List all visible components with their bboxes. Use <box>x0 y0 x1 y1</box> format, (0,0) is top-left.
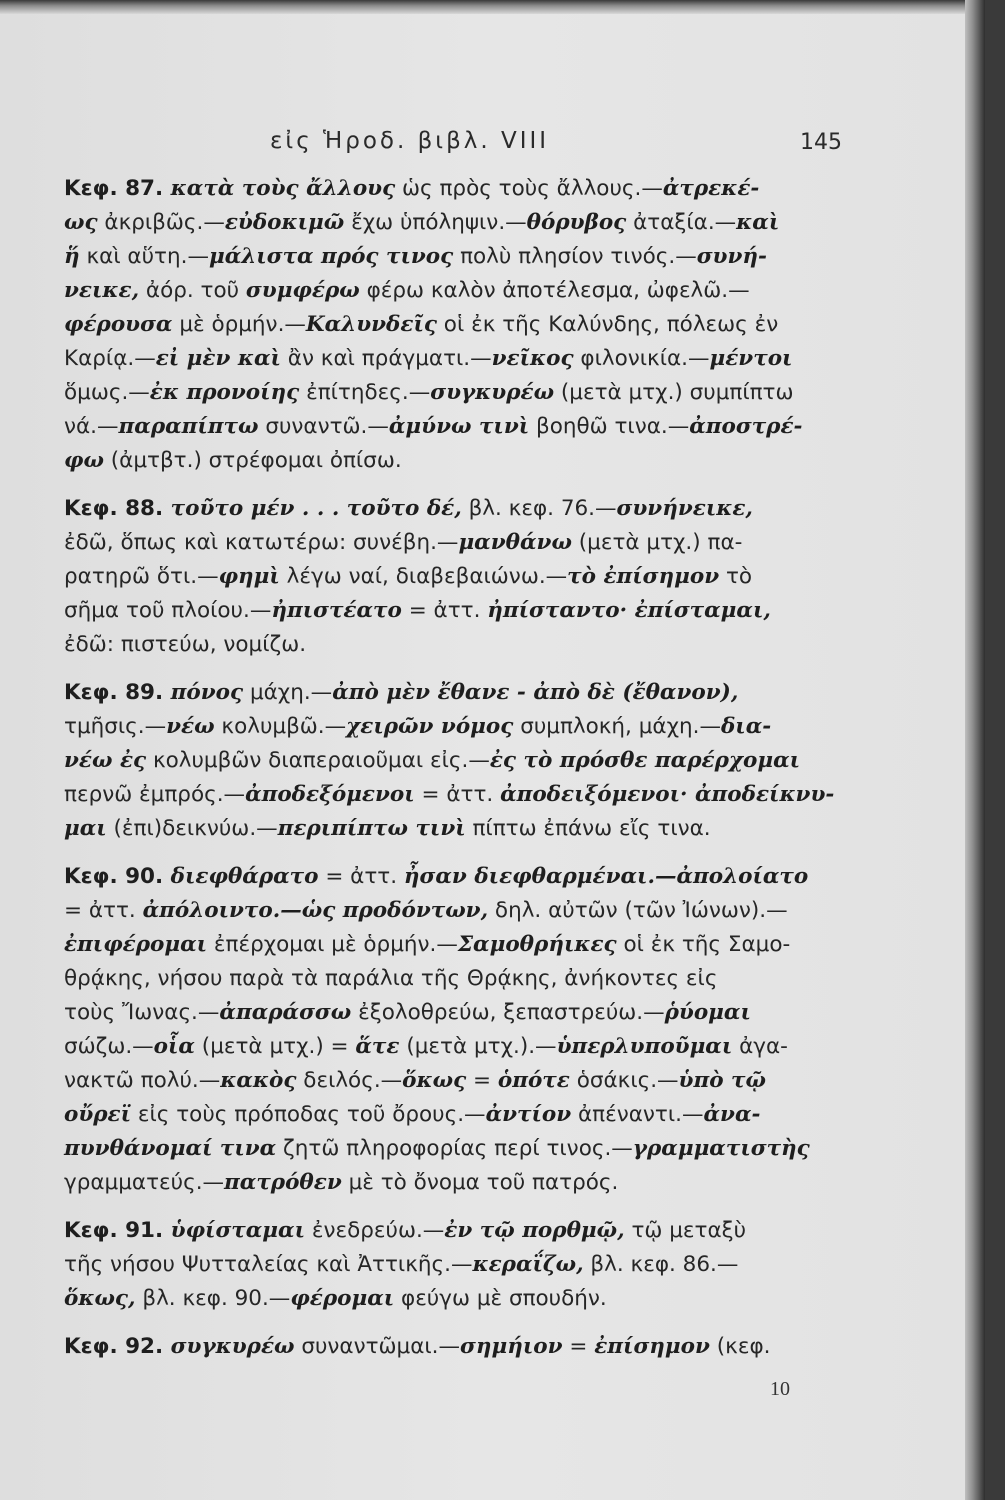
page-number: 145 <box>800 130 842 155</box>
gloss: βλ. κεφ. 76.— <box>461 496 617 521</box>
lemma: Καλυνδεῖς <box>305 312 437 337</box>
gloss: ἐδῶ, ὅπως καὶ κατωτέρω: συνέβη.— <box>64 530 459 555</box>
lemma: ἀτρεκέ- <box>662 176 760 201</box>
gloss: τοὺς Ἴωνας.— <box>64 1000 220 1025</box>
gloss: συναντῶ.— <box>258 414 389 439</box>
lemma: ὅκως <box>402 1068 467 1093</box>
lemma: ἐς τὸ πρόσθε παρέρχομαι <box>489 748 801 773</box>
gloss: = ἀττ. <box>64 898 143 923</box>
gloss: λέγω ναί, διαβεβαιώνω.— <box>279 564 568 589</box>
gloss: ὁσάκις.— <box>569 1068 679 1093</box>
gloss: φιλονικία.— <box>573 346 710 371</box>
text-line <box>64 376 848 410</box>
gloss: εἰς τοὺς πρόποδας τοῦ ὄρους.— <box>131 1102 486 1127</box>
lemma: κεραΐζω, <box>472 1252 584 1277</box>
text-line <box>64 928 848 962</box>
lemma: φημὶ <box>218 564 280 589</box>
text-line <box>64 1248 848 1282</box>
gloss: ἐπίτηδες.— <box>299 380 431 405</box>
gloss: τὸ <box>719 564 753 589</box>
lemma: συγκυρέω <box>170 1334 295 1359</box>
gloss: βοηθῶ τινα.— <box>529 414 690 439</box>
lemma: ἀπὸ μὲν ἔθανε - ἀπὸ δὲ (ἔθανον), <box>332 680 739 705</box>
text-line <box>64 206 848 240</box>
gloss: ἂν καὶ πράγματι.— <box>280 346 492 371</box>
lemma: μάλιστα πρός τινος <box>208 244 454 269</box>
lemma: ὑπερλυποῦμαι <box>556 1034 733 1059</box>
gloss: γραμματεύς.— <box>64 1170 225 1195</box>
chapter-label: Κεφ. 88. <box>64 496 171 521</box>
gloss: συμπλοκή, μάχη.— <box>513 714 721 739</box>
lemma: μέντοι <box>709 346 793 371</box>
text-line <box>64 628 848 662</box>
gloss: καὶ αὕτη.— <box>79 244 209 269</box>
text-line <box>64 444 848 478</box>
text-line <box>64 962 848 996</box>
gloss: θρᾴκης, νήσου παρὰ τὰ παράλια τῆς Θρᾴκης, ἀνήκοντες εἰς <box>64 966 718 991</box>
gloss: ἐπέρχομαι μὲ ὁρμήν.— <box>207 932 458 957</box>
lemma: ῥύομαι <box>664 1000 751 1025</box>
lemma: ἠπιστέατο <box>271 598 402 623</box>
gloss: ὡς πρὸς τοὺς ἄλλους.— <box>395 176 663 201</box>
lemma: δια- <box>720 714 772 739</box>
gloss: νακτῶ πολύ.— <box>64 1068 221 1093</box>
chapter-label: Κεφ. 89. <box>64 680 171 705</box>
lemma: συνήνεικε, <box>616 496 753 521</box>
gloss: ὅμως.— <box>64 380 150 405</box>
text-line <box>64 1282 848 1316</box>
lemma: ἀποστρέ- <box>689 414 803 439</box>
running-title: εἰς Ἡροδ. βιβλ. VIII <box>270 128 550 154</box>
gloss: (μετὰ μτχ.).— <box>399 1034 557 1059</box>
gloss: ἐνεδρεύω.— <box>305 1218 445 1243</box>
gloss: ἀγα- <box>732 1034 788 1059</box>
lemma: ὑπὸ τῷ <box>678 1068 766 1093</box>
gloss: ἀπέναντι.— <box>571 1102 704 1127</box>
gloss: ἔχω ὑπόληψιν.— <box>344 210 527 235</box>
gloss: περνῶ ἐμπρός.— <box>64 782 246 807</box>
text-line <box>64 676 848 710</box>
lemma: πόνος <box>170 680 244 705</box>
lemma: ἅτε <box>355 1034 400 1059</box>
lemma: τοῦτο μέν . . . τοῦτο δέ, <box>170 496 462 521</box>
lemma: ἀνα- <box>703 1102 761 1127</box>
gloss: ἀόρ. τοῦ <box>139 278 246 303</box>
lemma: εὐδοκιμῶ <box>224 210 345 235</box>
gloss: σώζω.— <box>64 1034 154 1059</box>
text-line <box>64 996 848 1030</box>
chapter-label: Κεφ. 92. <box>64 1334 171 1359</box>
text-line <box>64 1166 848 1200</box>
text-line <box>64 1030 848 1064</box>
gloss: οἱ ἐκ τῆς Σαμο- <box>616 932 791 957</box>
text-line <box>64 274 848 308</box>
lemma: ἐπίσημον <box>594 1334 710 1359</box>
gloss: τμῆσις.— <box>64 714 167 739</box>
gloss: δειλός.— <box>296 1068 403 1093</box>
gloss: (μετὰ μτχ.) = <box>194 1034 356 1059</box>
lemma: συμφέρω <box>245 278 360 303</box>
gloss: τῷ μεταξὺ <box>624 1218 747 1243</box>
gloss: νά.— <box>64 414 119 439</box>
lemma: οὔρεϊ <box>64 1102 132 1127</box>
gloss: ζητῶ πληροφορίας περί τινος.— <box>276 1136 633 1161</box>
text-line <box>64 1132 848 1166</box>
chapter-label: Κεφ. 90. <box>64 864 171 889</box>
gloss: (ἀμτβτ.) στρέφομαι ὀπίσω. <box>103 448 402 473</box>
lemma: οἷα <box>153 1034 195 1059</box>
lemma: πατρόθεν <box>224 1170 342 1195</box>
text-line <box>64 812 848 846</box>
gloss: = <box>466 1068 498 1093</box>
paragraph <box>64 676 848 846</box>
lemma: γραμματιστὴς <box>632 1136 810 1161</box>
gloss: ἀταξία.— <box>626 210 737 235</box>
lemma: ἀποδειξόμενοι· ἀποδείκνυ- <box>500 782 835 807</box>
gloss: οἱ ἐκ τῆς Καλύνδης, πόλεως ἐν <box>436 312 779 337</box>
gloss: = ἀττ. <box>401 598 488 623</box>
paragraph <box>64 1214 848 1316</box>
text-line <box>64 778 848 812</box>
lemma: συγκυρέω <box>430 380 555 405</box>
lemma: μανθάνω <box>458 530 572 555</box>
lemma: σημήιον <box>460 1334 563 1359</box>
text-line <box>64 342 848 376</box>
lemma: ὑφίσταμαι <box>170 1218 305 1243</box>
paragraph <box>64 860 848 1200</box>
text-line <box>64 240 848 274</box>
text-line <box>64 710 848 744</box>
text-line <box>64 1214 848 1248</box>
gloss: κολυμβῶ.— <box>214 714 347 739</box>
lemma: ἐπιφέρομαι <box>64 932 208 957</box>
text-line <box>64 560 848 594</box>
lemma: ἀμύνω τινὶ <box>388 414 530 439</box>
gloss: μὲ τὸ ὄνομα τοῦ πατρός. <box>341 1170 619 1195</box>
gloss: Καρίᾳ.— <box>64 346 156 371</box>
lemma: διεφθάρατο <box>170 864 319 889</box>
gloss: συναντῶμαι.— <box>294 1334 461 1359</box>
gloss: = ἀττ. <box>318 864 404 889</box>
gloss: δηλ. αὐτῶν (τῶν Ἰώνων).— <box>488 898 788 923</box>
text-line <box>64 526 848 560</box>
paragraph <box>64 492 848 662</box>
lemma: ὁπότε <box>497 1068 570 1093</box>
gloss: πίπτω ἐπάνω εἴς τινα. <box>465 816 711 841</box>
lemma: ὅκως, <box>64 1286 136 1311</box>
gloss: (ἐπι)δεικνύω.— <box>106 816 278 841</box>
gloss: (κεφ. <box>709 1334 771 1359</box>
gloss: σῆμα τοῦ πλοίου.— <box>64 598 272 623</box>
gloss: ἀκριβῶς.— <box>97 210 225 235</box>
lemma: ἥ <box>64 244 80 269</box>
lemma: ἀντίον <box>485 1102 572 1127</box>
text-line <box>64 410 848 444</box>
text-line <box>64 308 848 342</box>
lemma: συνή- <box>696 244 767 269</box>
paragraph <box>64 172 848 478</box>
gloss: (μετὰ μτχ.) πα- <box>571 530 743 555</box>
gloss: μὲ ὁρμήν.— <box>172 312 306 337</box>
lemma: χειρῶν νόμος <box>346 714 514 739</box>
gloss: βλ. κεφ. 86.— <box>583 1252 739 1277</box>
text-line <box>64 744 848 778</box>
lemma: ἐν τῷ πορθμῷ, <box>444 1218 625 1243</box>
gloss: βλ. κεφ. 90.— <box>135 1286 291 1311</box>
body-text <box>64 172 848 1378</box>
lemma: φέρομαι <box>290 1286 395 1311</box>
lemma: περιπίπτω τινὶ <box>277 816 466 841</box>
gloss: μάχη.— <box>243 680 333 705</box>
page-edge-shadow <box>965 0 985 1500</box>
lemma: καὶ <box>736 210 780 235</box>
text-line <box>64 594 848 628</box>
lemma: νέω ἐς <box>64 748 147 773</box>
text-line <box>64 894 848 928</box>
gloss: κολυμβῶν διαπεραιοῦμαι εἰς.— <box>146 748 490 773</box>
lemma: ἀπόλοιντο.—ὡς προδόντων, <box>142 898 489 923</box>
lemma: ἠπίσταντο· ἐπίσταμαι, <box>487 598 771 623</box>
gloss: (μετὰ μτχ.) συμπίπτω <box>554 380 794 405</box>
text-line <box>64 1098 848 1132</box>
lemma: νεῖκος <box>491 346 574 371</box>
paragraph <box>64 1330 848 1364</box>
lemma: ἀπαράσσω <box>219 1000 352 1025</box>
lemma: ἦσαν διεφθαρμέναι.—ἀπολοίατο <box>403 864 809 889</box>
lemma: ἐκ προνοίης <box>149 380 300 405</box>
gloss: = <box>562 1334 595 1359</box>
gloss: ἐξολοθρεύω, ξεπαστρεύω.— <box>351 1000 665 1025</box>
lemma: κατὰ τοὺς ἄλλους <box>170 176 396 201</box>
lemma: παραπίπτω <box>118 414 259 439</box>
top-shadow <box>0 0 985 14</box>
gloss: = ἀττ. <box>414 782 501 807</box>
lemma: ἀποδεξόμενοι <box>245 782 415 807</box>
lemma: εἰ μὲν καὶ <box>155 346 281 371</box>
lemma: ως <box>64 210 98 235</box>
text-line <box>64 1330 848 1364</box>
lemma: Σαμοθρήικες <box>457 932 617 957</box>
lemma: μαι <box>64 816 107 841</box>
chapter-label: Κεφ. 87. <box>64 176 171 201</box>
lemma: κακὸς <box>220 1068 297 1093</box>
gloss: τῆς νήσου Ψυτταλείας καὶ Ἀττικῆς.— <box>64 1252 473 1277</box>
gloss: φέρω καλὸν ἀποτέλεσμα, ὠφελῶ.— <box>359 278 750 303</box>
lemma: νέω <box>166 714 215 739</box>
lemma: πυνθάνομαί τινα <box>64 1136 277 1161</box>
lemma: φω <box>64 448 104 473</box>
lemma: φέρουσα <box>64 312 173 337</box>
gloss: ἐδῶ: πιστεύω, νομίζω. <box>64 632 307 657</box>
text-line <box>64 860 848 894</box>
gloss: ρατηρῶ ὅτι.— <box>64 564 219 589</box>
chapter-label: Κεφ. 91. <box>64 1218 171 1243</box>
lemma: νεικε, <box>64 278 140 303</box>
lemma: τὸ ἐπίσημον <box>567 564 720 589</box>
text-line <box>64 1064 848 1098</box>
text-line <box>64 172 848 206</box>
lemma: θόρυβος <box>526 210 627 235</box>
gloss: πολὺ πλησίον τινός.— <box>453 244 697 269</box>
signature-mark: 10 <box>770 1378 790 1400</box>
text-line <box>64 492 848 526</box>
gloss: φεύγω μὲ σπουδήν. <box>394 1286 607 1311</box>
